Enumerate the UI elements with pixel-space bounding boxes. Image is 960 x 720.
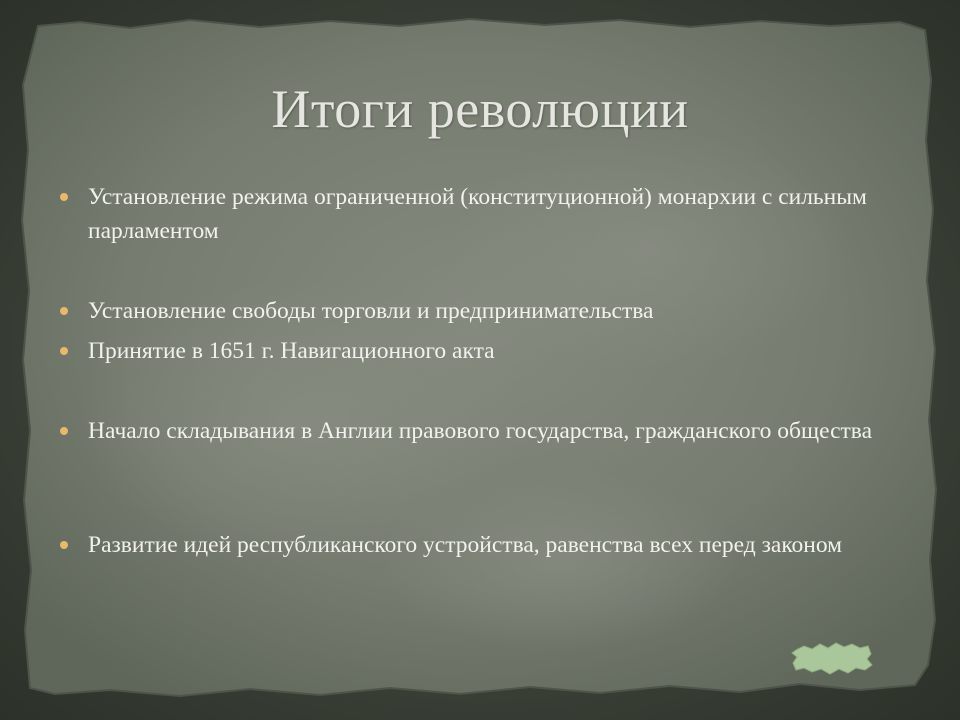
list-item	[60, 334, 910, 368]
list-item-text: Развитие идей республиканского устройства, равенства всех перед законом	[88, 532, 843, 558]
bullet-dot-icon	[60, 347, 68, 355]
bullet-dot-icon	[60, 427, 68, 435]
bullet-dot-icon	[60, 193, 68, 201]
list-item-text: Начало складывания в Англии правового государства, гражданского общества	[88, 418, 873, 444]
list-item-text: Принятие в 1651 г. Навигационного акта	[88, 338, 495, 364]
slide-title: Итоги революции	[271, 79, 689, 139]
list-item	[60, 180, 910, 248]
list-item-text: Установление режима ограниченной (конституционной) монархии с сильным парламентом	[88, 184, 867, 244]
torn-paper-badge-icon[interactable]	[790, 640, 874, 676]
list-item	[60, 528, 910, 562]
list-item	[60, 294, 910, 328]
bullet-dot-icon	[60, 307, 68, 315]
bullet-dot-icon	[60, 541, 68, 549]
list-item-text: Установление свободы торговли и предпринимательства	[88, 298, 654, 324]
list-item	[60, 414, 910, 448]
